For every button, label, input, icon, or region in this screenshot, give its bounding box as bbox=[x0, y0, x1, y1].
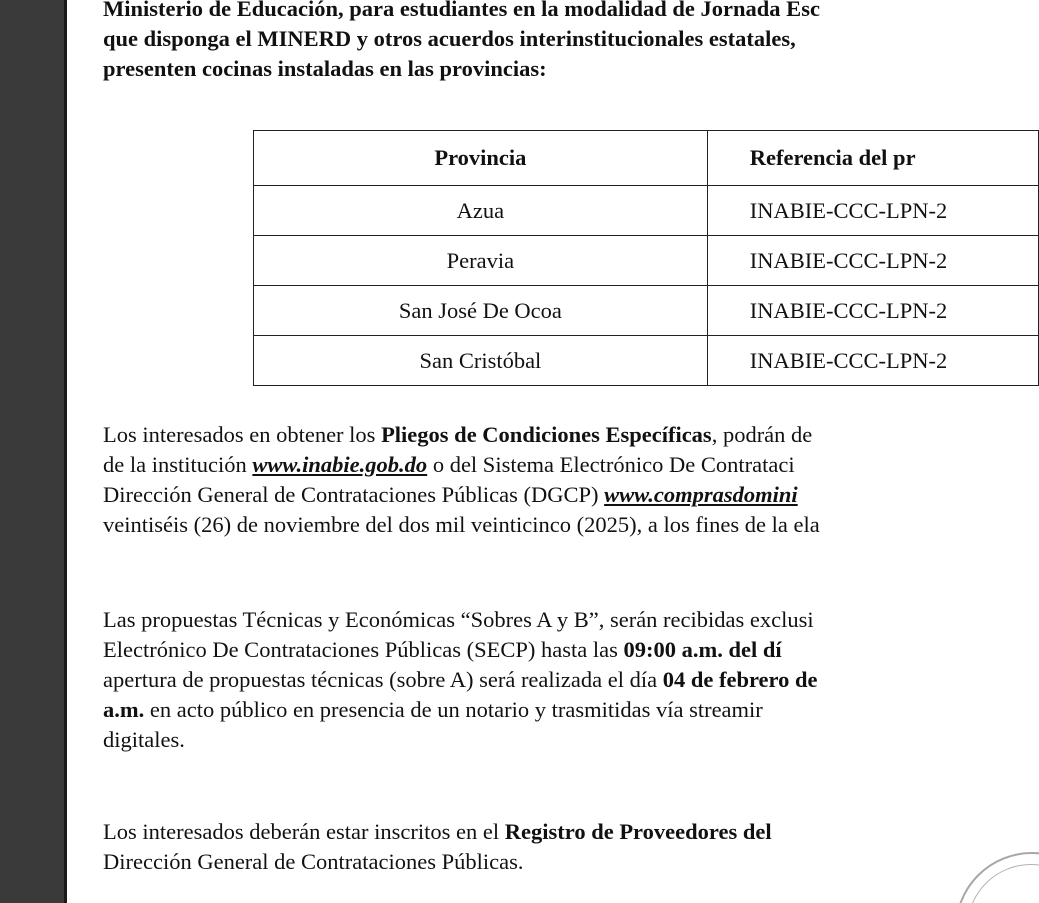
bold-text-run: 09:00 a.m. del dí bbox=[623, 637, 782, 662]
text-run: Dirección General de Contrataciones Públicas (DGCP) bbox=[103, 482, 605, 507]
bold-text-run: Registro de Proveedores del bbox=[504, 819, 772, 844]
propuestas-line-2 bbox=[103, 635, 818, 665]
pliegos-line-2 bbox=[103, 450, 820, 480]
pliegos-line-3 bbox=[103, 480, 820, 510]
table-row bbox=[254, 336, 1039, 386]
header-provincia: Provincia bbox=[254, 131, 708, 186]
propuestas-line-3 bbox=[103, 665, 818, 695]
bold-text-run: a.m. bbox=[103, 697, 145, 722]
cell-referencia-text: INABIE-CCC-LPN-2 bbox=[749, 197, 948, 223]
table-row bbox=[254, 186, 1039, 236]
cell-referencia bbox=[707, 236, 1038, 286]
cell-referencia-text: INABIE-CCC-LPN-2 bbox=[749, 297, 948, 323]
table-row bbox=[254, 286, 1039, 336]
table-row bbox=[254, 236, 1039, 286]
table-header-row bbox=[254, 131, 1039, 186]
provinces-table bbox=[253, 130, 1039, 386]
header-referencia-label: Referencia del pr bbox=[749, 145, 916, 170]
intro-line-3: presenten cocinas instaladas en las provincias: bbox=[103, 56, 547, 81]
pliegos-line-4: veintiséis (26) de noviembre del dos mil veinticinco (2025), a los fines de la ela bbox=[103, 512, 820, 537]
text-run: Los interesados en obtener los bbox=[103, 422, 382, 447]
left-border-line bbox=[64, 0, 67, 903]
propuestas-paragraph bbox=[103, 605, 818, 755]
pliegos-line-1 bbox=[103, 420, 820, 450]
registro-line-2: Dirección General de Contrataciones Públicas. bbox=[103, 849, 524, 874]
comprasdominicana-link[interactable]: www.comprasdomini bbox=[604, 482, 798, 507]
cell-referencia-text: INABIE-CCC-LPN-2 bbox=[749, 247, 948, 273]
bold-text-run: 04 de febrero de bbox=[662, 667, 818, 692]
inabie-link[interactable]: www.inabie.gob.do bbox=[252, 452, 428, 477]
cell-provincia: San José De Ocoa bbox=[254, 286, 708, 336]
text-run: en acto público en presencia de un notario y trasmitidas vía streamir bbox=[144, 697, 763, 722]
cell-referencia bbox=[707, 336, 1038, 386]
intro-paragraph bbox=[103, 0, 820, 84]
text-run: Los interesados deberán estar inscritos en el bbox=[103, 819, 505, 844]
left-border-bar bbox=[0, 0, 64, 903]
propuestas-line-5: digitales. bbox=[103, 727, 185, 752]
header-referencia bbox=[707, 131, 1038, 186]
text-run: de la institución bbox=[103, 452, 253, 477]
intro-line-1: Ministerio de Educación, para estudiantes en la modalidad de Jornada Esc bbox=[103, 0, 820, 21]
cell-provincia: Peravia bbox=[254, 236, 708, 286]
cell-referencia bbox=[707, 286, 1038, 336]
propuestas-line-4 bbox=[103, 695, 818, 725]
text-run: o del Sistema Electrónico De Contrataci bbox=[427, 452, 795, 477]
propuestas-line-1: Las propuestas Técnicas y Económicas “Sobres A y B”, serán recibidas exclusi bbox=[103, 607, 814, 632]
bold-text-run: Pliegos de Condiciones Específicas bbox=[381, 422, 712, 447]
text-run: apertura de propuestas técnicas (sobre A) será realizada el día bbox=[103, 667, 663, 692]
official-seal-stamp bbox=[955, 852, 1039, 903]
cell-provincia: San Cristóbal bbox=[254, 336, 708, 386]
intro-line-2: que disponga el MINERD y otros acuerdos interinstitucionales estatales, bbox=[103, 26, 796, 51]
text-run: Electrónico De Contrataciones Públicas (SECP) hasta las bbox=[103, 637, 624, 662]
pliegos-paragraph bbox=[103, 420, 820, 540]
cell-provincia: Azua bbox=[254, 186, 708, 236]
registro-line-1 bbox=[103, 817, 772, 847]
cell-referencia bbox=[707, 186, 1038, 236]
text-run: , podrán de bbox=[711, 422, 813, 447]
registro-paragraph bbox=[103, 817, 772, 877]
cell-referencia-text: INABIE-CCC-LPN-2 bbox=[749, 347, 948, 373]
seal-inner-ring bbox=[967, 864, 1039, 903]
